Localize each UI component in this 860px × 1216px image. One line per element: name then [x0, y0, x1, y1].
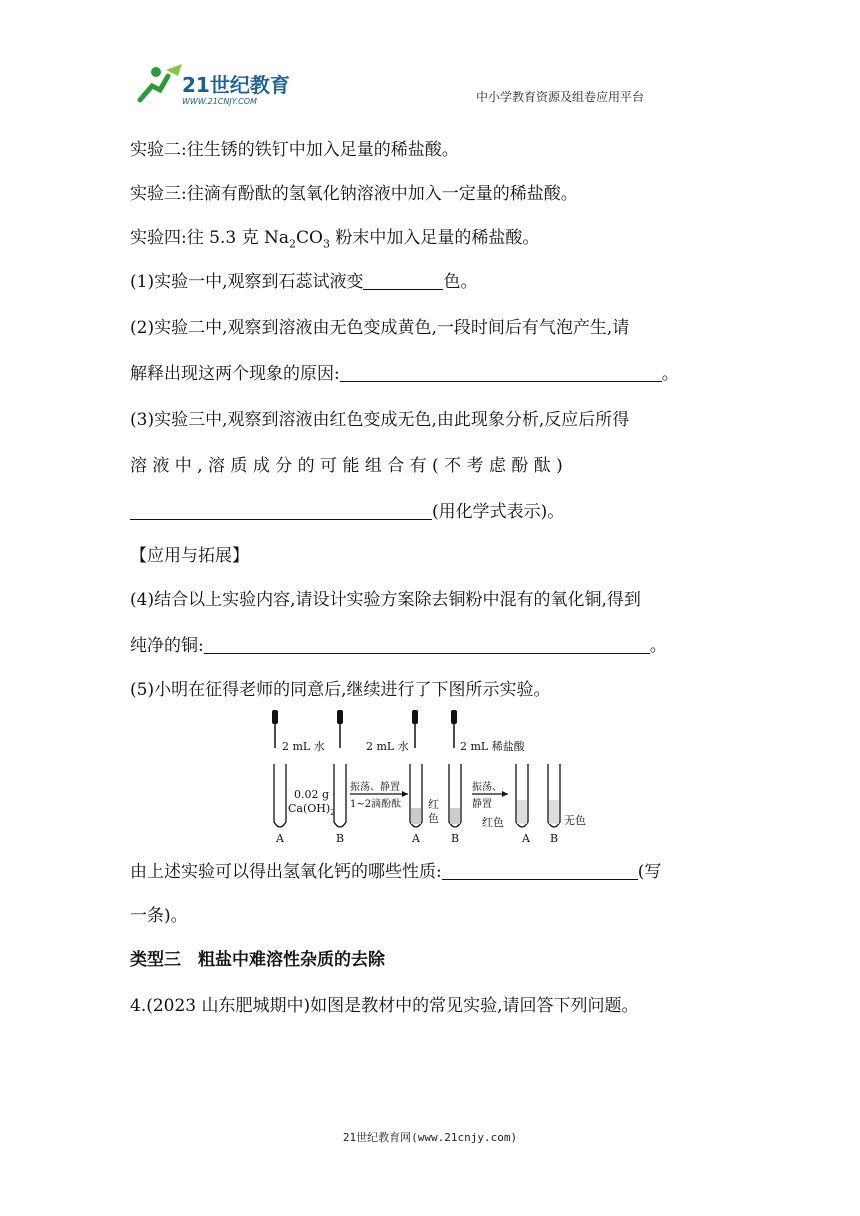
text: (用化学式表示)。	[432, 502, 565, 522]
label-a: A	[412, 832, 420, 845]
answer-blank[interactable]	[340, 363, 662, 382]
text-line: 实验二:往生锈的铁钉中加入足量的稀盐酸。	[130, 140, 459, 160]
step-2-bottom: 静置	[472, 799, 492, 810]
question-2-line1: (2)实验二中,观察到溶液由无色变成黄色,一段时间后有气泡产生,请	[130, 318, 630, 338]
question-2-line2	[130, 362, 679, 386]
label-colorless: 无色	[564, 814, 586, 827]
label-b: B	[336, 832, 345, 845]
question-5: (5)小明在征得老师的同意后,继续进行了下图所示实验。	[130, 680, 551, 700]
label-a: A	[522, 832, 530, 845]
dropper-icon	[272, 710, 278, 748]
label-a: A	[276, 832, 284, 845]
test-tube	[274, 764, 286, 827]
arrow-icon	[502, 791, 508, 797]
subscript: 2	[289, 237, 296, 251]
logo-url: WWW.21CNJY.COM	[182, 97, 257, 106]
dropper-icon	[412, 710, 418, 748]
text: 实验四:往 5.3 克 Na	[130, 228, 289, 248]
text: 色。	[443, 272, 478, 292]
text: 。	[661, 364, 679, 384]
question-3-line2: 溶 液 中 , 溶 质 成 分 的 可 能 组 合 有 ( 不 考 虑 酚 酞 )	[130, 456, 563, 476]
question-1	[130, 270, 477, 294]
label-water-1: 2 mL 水	[282, 740, 325, 753]
label-acid: 2 mL 稀盐酸	[460, 740, 525, 753]
liquid	[549, 800, 559, 824]
step-1-top: 振荡、静置	[350, 782, 400, 793]
step-1-bottom: 1~2滴酚酞	[350, 799, 402, 810]
liquid	[411, 808, 421, 824]
question-4-line2	[130, 634, 667, 658]
label-mass: 0.02 g	[294, 788, 330, 801]
text-line	[130, 226, 539, 256]
text: 纯净的铜:	[130, 636, 204, 656]
label-red: 红	[428, 798, 439, 811]
question-5-follow-line1	[130, 860, 661, 884]
logo-text: 21世纪教育	[182, 73, 290, 97]
question-5-follow-line2: 一条)。	[130, 906, 188, 926]
label-red-color: 红色	[482, 816, 504, 829]
arrow-icon	[402, 791, 408, 797]
text: 解释出现这两个现象的原因:	[130, 364, 340, 384]
label-red: 色	[428, 812, 439, 825]
test-tube	[334, 764, 346, 827]
label-b: B	[550, 832, 559, 845]
question-4-line1: (4)结合以上实验内容,请设计实验方案除去铜粉中混有的氧化铜,得到	[130, 590, 641, 610]
type-heading: 类型三 粗盐中难溶性杂质的去除	[130, 950, 385, 970]
question-3-line1: (3)实验三中,观察到溶液由红色变成无色,由此现象分析,反应后所得	[130, 410, 630, 430]
answer-blank[interactable]	[363, 271, 443, 290]
step-2-top: 振荡、	[472, 782, 502, 793]
text: 。	[649, 636, 667, 656]
text: (1)实验一中,观察到石蕊试液变	[130, 272, 364, 292]
dropper-icon	[337, 710, 343, 748]
answer-blank[interactable]	[442, 861, 638, 880]
answer-blank[interactable]	[130, 501, 432, 520]
label-reagent: $Ca(OH)_2$	[288, 802, 336, 817]
page-footer: 21世纪教育网(www.21cnjy.com)	[342, 1131, 518, 1144]
liquid	[450, 808, 460, 824]
text-line: 实验三:往滴有酚酞的氢氧化钠溶液中加入一定量的稀盐酸。	[130, 184, 578, 204]
text: CO	[296, 228, 323, 248]
logo	[130, 62, 305, 108]
question-3-line3	[130, 500, 564, 524]
section-heading: 【应用与拓展】	[130, 546, 249, 566]
label-water-2: 2 mL 水	[366, 740, 409, 753]
text: (写	[637, 862, 662, 882]
liquid	[517, 800, 527, 824]
label-b: B	[451, 832, 460, 845]
text: 粉末中加入足量的稀盐酸。	[329, 228, 540, 248]
question-next: 4.(2023 山东肥城期中)如图是教材中的常见实验,请回答下列问题。	[130, 996, 639, 1016]
answer-blank[interactable]	[204, 635, 650, 654]
platform-name: 中小学教育资源及组卷应用平台	[475, 90, 644, 104]
subscript: 3	[322, 237, 330, 251]
page-header	[130, 62, 730, 112]
dropper-icon	[451, 710, 457, 748]
text: 由上述实验可以得出氢氧化钙的哪些性质:	[130, 862, 442, 882]
experiment-figure	[268, 708, 608, 850]
runner-icon	[140, 64, 182, 100]
